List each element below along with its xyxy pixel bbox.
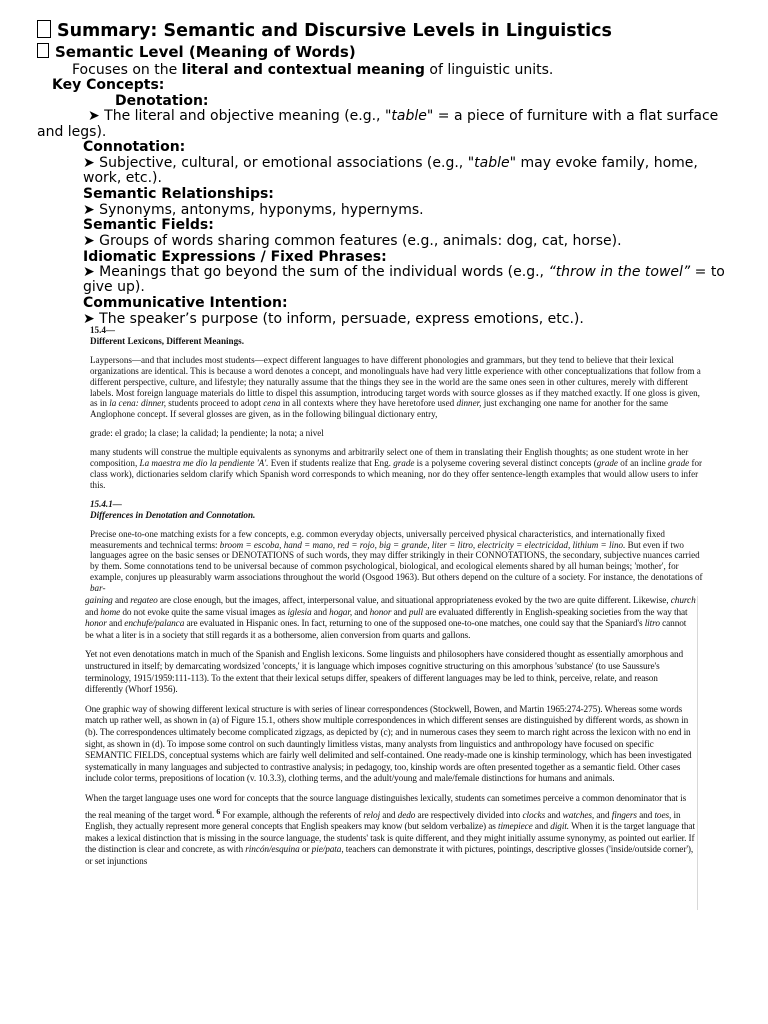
book-excerpt-1 (90, 325, 706, 594)
connotation-text-cont: work, etc.). (83, 170, 162, 186)
section-number: 15.4— (90, 325, 116, 335)
idioms-text-cont: give up). (83, 279, 145, 295)
idioms-heading: Idiomatic Expressions / Fixed Phrases: (83, 249, 387, 265)
denotation-text-cont: and legs). (37, 124, 107, 140)
page-title: Summary: Semantic and Discursive Levels in Linguistics (37, 20, 612, 41)
relationships-heading: Semantic Relationships: (83, 186, 274, 202)
intention-text: ➤ The speaker’s purpose (to inform, persuade, express emotions, etc.). (83, 311, 584, 327)
book-paragraph: Yet not even denotations match in much of the Spanish and English lexicons. Some linguists and philosophers have considered thought as essentially amorphous and unstructured in itself; by demarcating wordsized 'concepts,' it is language which imposes cognitive structuring on this amorphous 'substance' (to use Saussure's terminology, 1915/1959:111-113). To the extent that their lexical setups differ, speakers of different languages may be led to think, perceive, relate, and reason differently (Whorf 1956). (85, 650, 684, 696)
focus-line: Focuses on the literal and contextual meaning of linguistic units. (72, 62, 554, 78)
book-paragraph: Precise one-to-one matching exists for a few concepts, e.g. common everyday objects, universally perceived physical characteristics, and internationally fixed measurements and technical terms: broom = escoba, hand = mano, red = rojo, big = grande, liter = litro, electricity = electricidad, lithium = lino. But even if two languages agree on the basic senses or DENOTATIONS of such words, they may differ strikingly in their CONNOTATIONS, the secondary, subjective nuances carried by them. Some connotations tend to be universal because of common psychological, biological, and ecological elements shared by all human beings; 'mother', for example, conjures up pleasurably warm associations throughout the world (Osgood 1963). But others depend on the culture of a society. For instance, the denotations of bar- (90, 528, 703, 594)
semantic-level-heading: Semantic Level (Meaning of Words) (37, 43, 356, 61)
book-paragraph: Laypersons—and that includes most students—expect different languages to have different phonologies and grammars, but they tend to believe that their lexical organizations are identical. This is because a word denotes a concept, and monolinguals have had very little experience with other conceptualizations that follow from a different perspective, culture, and lifestyle; they naturally assume that the things they see in the world are the same ones seen in other cultures, merely with different labels. Most foreign language materials do little to dispel this assumption, introducing target words with source glosses as if they matched exactly. If one gloss is given, as in la cena: dinner, students proceed to adopt cena in all contexts where they have heretofore used dinner, just exchanging one name for another for the same Anglophone concept. If several glosses are given, as in the following bilingual dictionary entry, (90, 354, 701, 420)
denotation-text: ➤ The literal and objective meaning (e.g., "table" = a piece of furniture with a flat surface (88, 108, 719, 124)
missing-glyph-icon (37, 20, 51, 38)
connotation-heading: Connotation: (83, 139, 186, 155)
book-paragraph: gaining and regateo are close enough, but the images, affect, interpersonal value, and situational appropriateness evoked by the two are quite different. Likewise, church and home do not evoke quite the same visual images as iglesia and hogar, and honor and pull are evaluated differently in English-speaking societies from the way that honor and enchufe/palanca are evaluated in Hispanic ones. In fact, returning to one of the supposed one-to-one matches, one could say that the Spaniard's litro cannot be what a liter is in a society that still regards it as a bothersome, alien conversion from quarts and gallons. (85, 596, 696, 641)
subsection-title: Differences in Denotation and Connotation. (90, 509, 256, 520)
dictionary-entry: grade: el grado; la clase; la calidad; la pendiente; la nota; a nivel (90, 428, 324, 439)
book-excerpt-2 (85, 596, 698, 910)
fields-text: ➤ Groups of words sharing common features (e.g., animals: dog, cat, horse). (83, 233, 622, 249)
section-title: Different Lexicons, Different Meanings. (90, 335, 244, 346)
footnote-marker: 6 (216, 806, 221, 816)
key-concepts-heading: Key Concepts: (52, 77, 165, 93)
intention-heading: Communicative Intention: (83, 295, 288, 311)
book-paragraph: One graphic way of showing different lexical structure is with series of linear correspondences (Stockwell, Bowen, and Martin 1965:274-275). Whereas some words match up rather well, as shown in (a) of Figure 15.1, others show multiple correspondences in which different senses are distinguished by different words, as shown in (b). The correspondences ultimately become complicated zigzags, as depicted by (c); and in numerous cases they seem to march right across the lexicon with no end in sight, as shown in (d). To impose some control on such dauntingly limitless vistas, many analysts from linguistics and anthropology have focused on specific SEMANTIC FIELDS, conceptual systems which are fairly well delimited and self-contained. One ready-made one is kinship terminology, which has been investigated systematically in many languages and subjected to contrastive analysis; in pedagogy, too, kinship words are often presented together as a semantic field. Other cases include color terms, prepositions of location (v. 10.3.3), clothing terms, and the adult/young and male/female distinctions for humans and animals. (85, 704, 692, 785)
connotation-text: ➤ Subjective, cultural, or emotional associations (e.g., "table" may evoke family, home, (83, 155, 698, 171)
idioms-text: ➤ Meanings that go beyond the sum of the individual words (e.g., “throw in the towel” = to (83, 264, 725, 280)
missing-glyph-icon (37, 43, 49, 58)
book-paragraph: When the target language uses one word for concepts that the source language distinguishes lexically, students can sometimes perceive a common denominator that is the real meaning of the target word. $^6$ For example, although the referents of reloj and dedo are respectively divided into clocks and watches, and fingers and toes, in English, they actually represent more general concepts that English speakers may know (but seldom verbalize) as timepiece and digit. When it is the target language that makes a lexical distinction that is missing in the source language, the students' task is quite different, and they might initially assume synonymy, as pointed out earlier. If the distinction is clear and concrete, as with rincón/esquina or pie/pata, teachers can demonstrate it with pictures, pointings, descriptive glosses ('inside/outside corner'), or set injunctions (85, 793, 695, 867)
denotation-heading: Denotation: (115, 93, 209, 109)
book-paragraph: many students will construe the multiple equivalents as synonyms and arbitrarily select one of them in translating their English thoughts; as one student wrote in her composition, La maestra me dio la pendiente 'A'. Even if students realize that Eng. grade is a polyseme covering several distinct concepts (grade of an incline grade for class work), dictionaries seldom clarify which Spanish word corresponds to which meaning, nor do they offer sentence-length examples that would allow users to infer this. (90, 447, 703, 490)
fields-heading: Semantic Fields: (83, 217, 214, 233)
subsection-number: 15.4.1— (90, 498, 122, 509)
relationships-text: ➤ Synonyms, antonyms, hyponyms, hypernyms. (83, 202, 424, 218)
